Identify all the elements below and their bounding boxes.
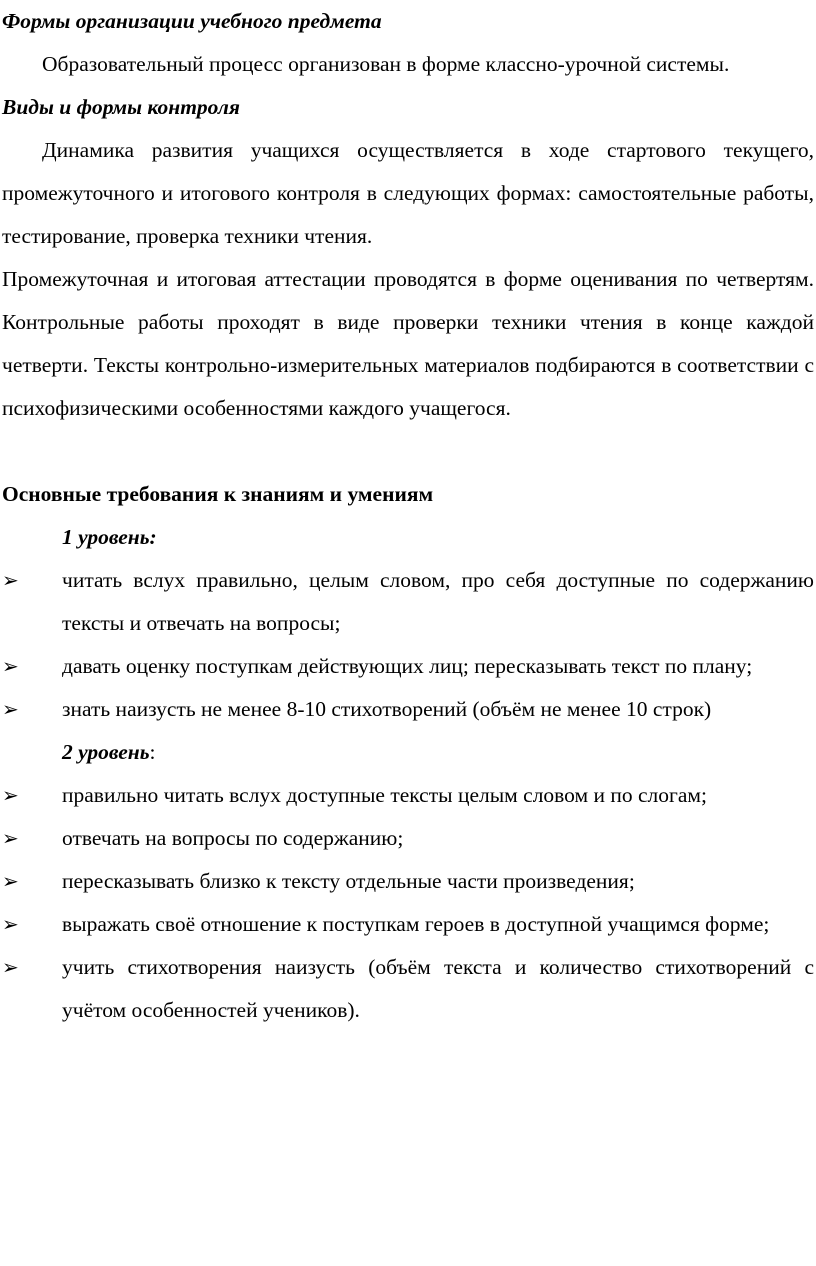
list-item [2, 817, 814, 860]
arrowhead-bullet-icon: ➢ [2, 869, 19, 893]
list-item [2, 774, 814, 817]
spacer [2, 430, 814, 473]
arrowhead-bullet-icon: ➢ [2, 783, 19, 807]
list-item-text: пересказывать близко к тексту отдельные части произведения; [62, 869, 635, 893]
list-item-text: читать вслух правильно, целым словом, про себя доступные по содержанию тексты и отвечать на вопросы; [62, 568, 814, 635]
list-item-text: отвечать на вопросы по содержанию; [62, 826, 404, 850]
level-1-suffix: : [149, 525, 157, 549]
control-section-text-1: Динамика развития учащихся осуществляется в ходе стартового текущего, промежуточного и итогового контроля в следующих формах: самостоятельные работы, тестирование, проверка техники чтения. [2, 138, 814, 248]
arrowhead-bullet-icon: ➢ [2, 697, 19, 721]
list-item-text: учить стихотворения наизусть (объём текста и количество стихотворений с учётом особенностей учеников). [62, 955, 814, 1022]
list-item [2, 860, 814, 903]
list-item [2, 688, 814, 731]
arrowhead-bullet-icon: ➢ [2, 826, 19, 850]
list-item-text: правильно читать вслух доступные тексты целым словом и по слогам; [62, 783, 707, 807]
list-item [2, 559, 814, 645]
arrowhead-bullet-icon: ➢ [2, 912, 19, 936]
control-section-text-2: Промежуточная и итоговая аттестации проводятся в форме оценивания по четвертям. Контрольные работы проходят в виде проверки техники чтения в конце каждой четверти. Тексты контрольно-измерительных материалов подбираются в соответствии с психофизическими особенностями каждого учащегося. [2, 267, 814, 420]
level-1-label: 1 уровень [62, 525, 150, 549]
level-1-list [2, 559, 814, 731]
level-1-heading [2, 516, 814, 559]
control-section-title: Виды и формы контроля [2, 95, 240, 119]
arrowhead-bullet-icon: ➢ [2, 568, 19, 592]
forms-section-title: Формы организации учебного предмета [2, 9, 382, 33]
level-2-heading [2, 731, 814, 774]
list-item [2, 645, 814, 688]
list-item [2, 946, 814, 1032]
level-2-suffix: : [149, 740, 156, 764]
level-2-label: 2 уровень [62, 740, 150, 764]
level-2-list [2, 774, 814, 1032]
arrowhead-bullet-icon: ➢ [2, 654, 19, 678]
list-item-text: знать наизусть не менее 8-10 стихотворений (объём не менее 10 строк) [62, 697, 712, 721]
requirements-section-title: Основные требования к знаниям и умениям [2, 482, 434, 506]
list-item-text: давать оценку поступкам действующих лиц; пересказывать текст по плану; [62, 654, 753, 678]
forms-section-text: Образовательный процесс организован в форме классно-урочной системы. [42, 52, 730, 76]
arrowhead-bullet-icon: ➢ [2, 955, 19, 979]
list-item-text: выражать своё отношение к поступкам героев в доступной учащимся форме; [62, 912, 770, 936]
list-item [2, 903, 814, 946]
